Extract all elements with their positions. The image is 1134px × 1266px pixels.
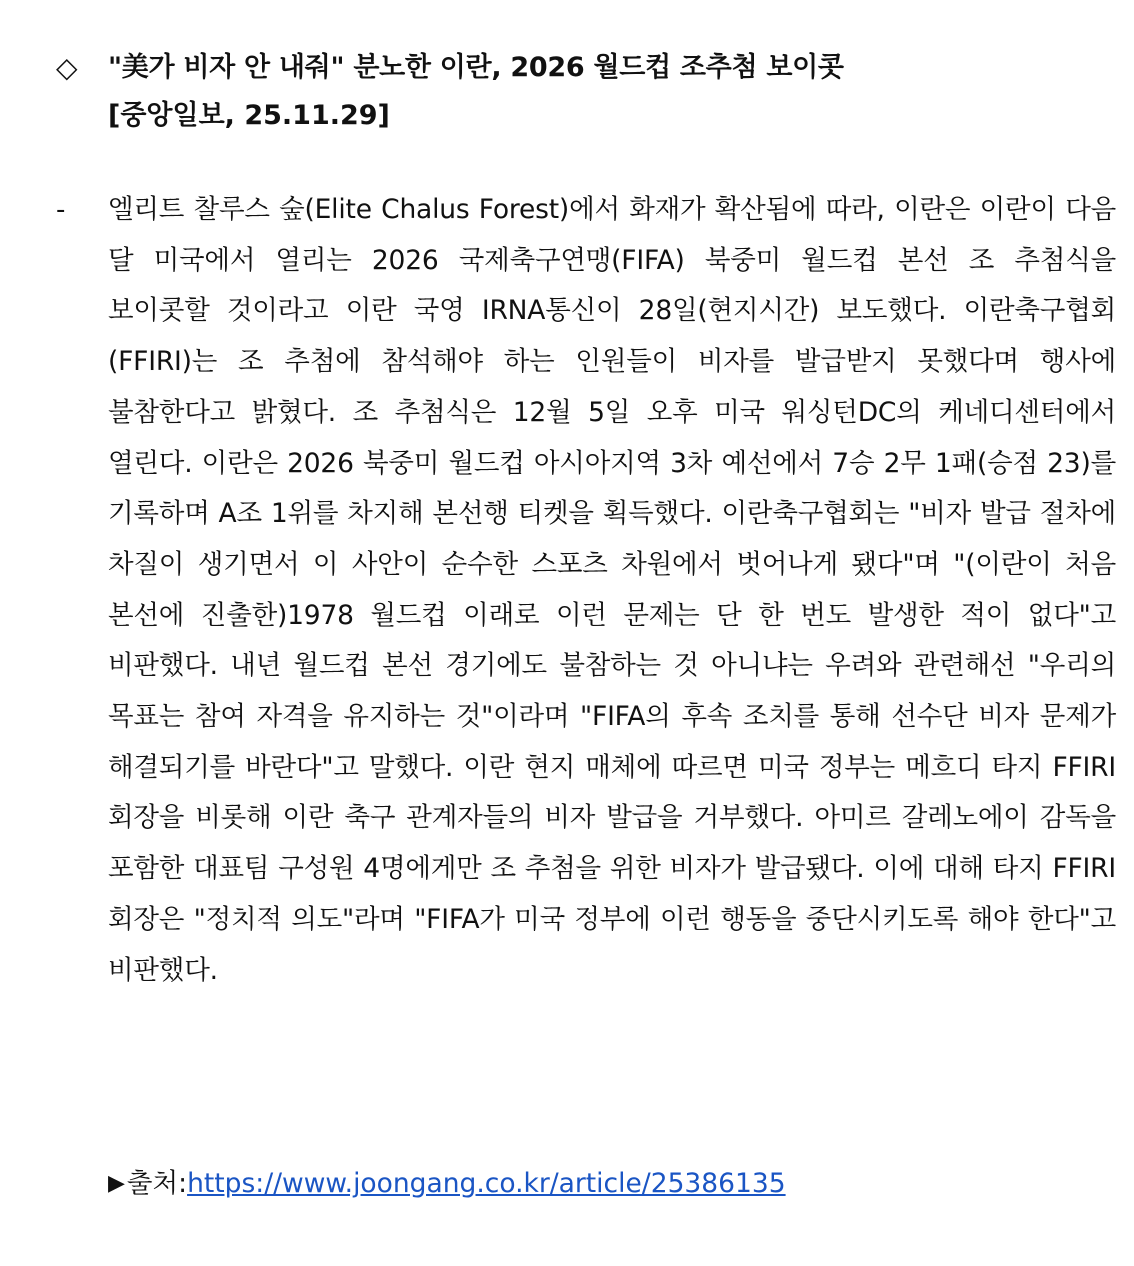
article-body-text: 엘리트 찰루스 숲(Elite Chalus Forest)에서 화재가 확산됨에 따라, 이란은 이란이 다음 달 미국에서 열리는 2026 국제축구연맹(FIFA) 북중미 월드컵 본선 조 추첨식을 보이콧할 것이라고 이란 국영 IRNA통신이 28일(현지시간) 보도했다. 이란축구협회(FFIRI)는 조 추첨에 참석해야 하는 인원들이 비자를 발급받지 못했다며 행사에 불참한다고 밝혔다. 조 추첨식은 12월 5일 오후 미국 워싱턴DC의 케네디센터에서 열린다. 이란은 2026 북중미 월드컵 아시아지역 3차 예선에서 7승 2무 1패(승점 23)를 기록하며 A조 1위를 차지해 본선행 티켓을 획득했다. 이란축구협회는 "비자 발급 절차에 차질이 생기면서 이 사안이 순수한 스포츠 차원에서 벗어나게 됐다"며 "(이란이 처음 본선에 진출한)1978 월드컵 이래로 이런 문제는 단 한 번도 발생한 적이 없다"고 비판했다. 내년 월드컵 본선 경기에도 불참하는 것 아니냐는 우려와 관련해선 "우리의 목표는 참여 자격을 유지하는 것"이라며 "FIFA의 후속 조치를 통해 선수단 비자 문제가 해결되기를 바란다"고 말했다. 이란 현지 매체에 따르면 미국 정부는 메흐디 타지 FFIRI 회장을 비롯해 이란 축구 관계자들의 비자 발급을 거부했다. 아미르 갈레노에이 감독을 포함한 대표팀 구성원 4명에게만 조 추첨을 위한 비자가 발급됐다. 이에 대해 타지 FFIRI 회장은 "정치적 의도"라며 "FIFA가 미국 정부에 이런 행동을 중단시키도록 해야 한다"고 비판했다.	[108, 194, 1116, 986]
article-header	[56, 44, 1116, 140]
title-row	[56, 44, 1116, 92]
article-body-item	[56, 185, 1118, 996]
source-line	[108, 1160, 786, 1208]
article-title: "美가 비자 안 내줘" 분노한 이란, 2026 월드컵 조추첨 보이콧	[108, 52, 844, 83]
source-label: 출처:	[126, 1168, 188, 1199]
source-link[interactable]: https://www.joongang.co.kr/article/25386135	[187, 1168, 786, 1199]
dash-bullet: -	[56, 195, 66, 225]
diamond-bullet-icon: ◇	[56, 51, 78, 84]
arrow-right-icon: ▶	[108, 1171, 125, 1196]
article-source-date: [중앙일보, 25.11.29]	[108, 100, 390, 131]
